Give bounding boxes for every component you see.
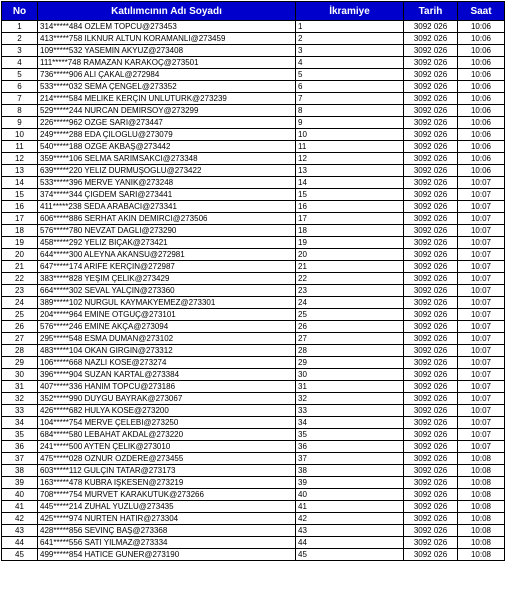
cell-name: 647*****174 ARIFE KERÇIN@272987	[38, 261, 296, 273]
cell-ikramiye: 20	[296, 249, 404, 261]
cell-tarih: 3092 026	[404, 21, 458, 33]
table-row	[2, 489, 505, 501]
table-row	[2, 465, 505, 477]
cell-tarih: 3092 026	[404, 249, 458, 261]
cell-tarih: 3092 026	[404, 321, 458, 333]
table-row	[2, 225, 505, 237]
table-row	[2, 477, 505, 489]
cell-ikramiye: 40	[296, 489, 404, 501]
cell-tarih: 3092 026	[404, 513, 458, 525]
table-row	[2, 69, 505, 81]
cell-no: 12	[2, 153, 38, 165]
header-row	[2, 2, 505, 21]
cell-name: 736*****906 ALI ÇAKAL@272984	[38, 69, 296, 81]
table-row	[2, 369, 505, 381]
cell-name: 499*****854 HATICE GUNER@273190	[38, 549, 296, 561]
table-row	[2, 321, 505, 333]
cell-saat: 10:06	[458, 69, 505, 81]
cell-tarih: 3092 026	[404, 381, 458, 393]
table-row	[2, 273, 505, 285]
cell-saat: 10:06	[458, 105, 505, 117]
cell-ikramiye: 24	[296, 297, 404, 309]
cell-tarih: 3092 026	[404, 129, 458, 141]
table-row	[2, 345, 505, 357]
cell-ikramiye: 44	[296, 537, 404, 549]
cell-tarih: 3092 026	[404, 453, 458, 465]
cell-no: 39	[2, 477, 38, 489]
cell-tarih: 3092 026	[404, 549, 458, 561]
cell-saat: 10:07	[458, 369, 505, 381]
cell-no: 2	[2, 33, 38, 45]
cell-name: 475*****028 OZNUR OZDERE@273455	[38, 453, 296, 465]
cell-no: 21	[2, 261, 38, 273]
cell-no: 44	[2, 537, 38, 549]
cell-saat: 10:07	[458, 189, 505, 201]
cell-no: 17	[2, 213, 38, 225]
cell-name: 606*****886 SERHAT AKIN DEMIRCI@273506	[38, 213, 296, 225]
cell-ikramiye: 39	[296, 477, 404, 489]
cell-name: 106*****668 NAZLI KOSE@273274	[38, 357, 296, 369]
cell-ikramiye: 25	[296, 309, 404, 321]
cell-no: 45	[2, 549, 38, 561]
cell-tarih: 3092 026	[404, 57, 458, 69]
cell-ikramiye: 1	[296, 21, 404, 33]
cell-tarih: 3092 026	[404, 297, 458, 309]
cell-saat: 10:08	[458, 525, 505, 537]
cell-name: 396*****904 SUZAN KARTAL@273384	[38, 369, 296, 381]
cell-name: 104*****754 MERVE ÇELEBI@273250	[38, 417, 296, 429]
cell-no: 26	[2, 321, 38, 333]
cell-no: 16	[2, 201, 38, 213]
cell-no: 10	[2, 129, 38, 141]
cell-name: 644*****300 ALEYNA AKANSU@272981	[38, 249, 296, 261]
header-name: Katılımcının Adı Soyadı	[38, 2, 296, 21]
table-row	[2, 309, 505, 321]
results-table	[1, 1, 505, 561]
cell-tarih: 3092 026	[404, 81, 458, 93]
cell-saat: 10:08	[458, 537, 505, 549]
cell-name: 383*****828 YEŞIM ÇELIK@273429	[38, 273, 296, 285]
cell-no: 14	[2, 177, 38, 189]
cell-tarih: 3092 026	[404, 165, 458, 177]
cell-name: 111*****748 RAMAZAN KARAKOÇ@273501	[38, 57, 296, 69]
cell-no: 40	[2, 489, 38, 501]
cell-saat: 10:08	[458, 465, 505, 477]
cell-no: 19	[2, 237, 38, 249]
cell-tarih: 3092 026	[404, 357, 458, 369]
cell-ikramiye: 33	[296, 405, 404, 417]
cell-name: 109*****532 YASEMIN AKYUZ@273408	[38, 45, 296, 57]
cell-saat: 10:07	[458, 273, 505, 285]
table-row	[2, 285, 505, 297]
cell-name: 576*****246 EMINE AKÇA@273094	[38, 321, 296, 333]
cell-no: 41	[2, 501, 38, 513]
table-row	[2, 525, 505, 537]
cell-saat: 10:07	[458, 333, 505, 345]
cell-name: 163*****478 KUBRA IŞKESEN@273219	[38, 477, 296, 489]
cell-no: 11	[2, 141, 38, 153]
cell-name: 708*****754 MURVET KARAKUTUK@273266	[38, 489, 296, 501]
cell-tarih: 3092 026	[404, 33, 458, 45]
cell-tarih: 3092 026	[404, 189, 458, 201]
cell-no: 3	[2, 45, 38, 57]
cell-saat: 10:07	[458, 249, 505, 261]
cell-no: 9	[2, 117, 38, 129]
cell-no: 18	[2, 225, 38, 237]
cell-ikramiye: 7	[296, 93, 404, 105]
cell-ikramiye: 17	[296, 213, 404, 225]
cell-saat: 10:07	[458, 429, 505, 441]
cell-no: 28	[2, 345, 38, 357]
cell-no: 29	[2, 357, 38, 369]
cell-tarih: 3092 026	[404, 225, 458, 237]
table-row	[2, 297, 505, 309]
cell-ikramiye: 19	[296, 237, 404, 249]
cell-no: 23	[2, 285, 38, 297]
cell-saat: 10:06	[458, 165, 505, 177]
table-row	[2, 429, 505, 441]
table-row	[2, 441, 505, 453]
cell-tarih: 3092 026	[404, 105, 458, 117]
cell-name: 249*****288 EDA ÇILOGLU@273079	[38, 129, 296, 141]
cell-ikramiye: 31	[296, 381, 404, 393]
cell-tarih: 3092 026	[404, 525, 458, 537]
cell-saat: 10:07	[458, 357, 505, 369]
cell-no: 43	[2, 525, 38, 537]
table-row	[2, 357, 505, 369]
cell-no: 5	[2, 69, 38, 81]
table-row	[2, 105, 505, 117]
cell-ikramiye: 3	[296, 45, 404, 57]
table-row	[2, 501, 505, 513]
table-row	[2, 213, 505, 225]
header-ikramiye: İkramiye	[296, 2, 404, 21]
cell-no: 38	[2, 465, 38, 477]
cell-tarih: 3092 026	[404, 309, 458, 321]
cell-ikramiye: 15	[296, 189, 404, 201]
table-row	[2, 117, 505, 129]
cell-tarih: 3092 026	[404, 501, 458, 513]
cell-ikramiye: 21	[296, 261, 404, 273]
cell-name: 529*****244 NURCAN DEMIRSOY@273299	[38, 105, 296, 117]
table-header	[2, 2, 505, 21]
cell-no: 7	[2, 93, 38, 105]
table-row	[2, 537, 505, 549]
cell-name: 684*****580 LEBAHAT AKDAL@273220	[38, 429, 296, 441]
cell-name: 413*****758 ILKNUR ALTUN KORAMANLI@273459	[38, 33, 296, 45]
cell-tarih: 3092 026	[404, 465, 458, 477]
cell-saat: 10:06	[458, 129, 505, 141]
cell-ikramiye: 10	[296, 129, 404, 141]
cell-tarih: 3092 026	[404, 273, 458, 285]
table-row	[2, 381, 505, 393]
cell-saat: 10:07	[458, 177, 505, 189]
table-row	[2, 57, 505, 69]
cell-tarih: 3092 026	[404, 213, 458, 225]
cell-ikramiye: 26	[296, 321, 404, 333]
cell-tarih: 3092 026	[404, 237, 458, 249]
cell-ikramiye: 14	[296, 177, 404, 189]
cell-saat: 10:07	[458, 405, 505, 417]
cell-tarih: 3092 026	[404, 417, 458, 429]
table-row	[2, 549, 505, 561]
cell-no: 8	[2, 105, 38, 117]
cell-no: 22	[2, 273, 38, 285]
table-row	[2, 261, 505, 273]
cell-no: 25	[2, 309, 38, 321]
cell-no: 20	[2, 249, 38, 261]
cell-saat: 10:08	[458, 549, 505, 561]
header-no: No	[2, 2, 38, 21]
cell-saat: 10:06	[458, 33, 505, 45]
cell-ikramiye: 32	[296, 393, 404, 405]
cell-saat: 10:06	[458, 21, 505, 33]
cell-saat: 10:07	[458, 201, 505, 213]
cell-ikramiye: 38	[296, 465, 404, 477]
cell-ikramiye: 27	[296, 333, 404, 345]
header-tarih: Tarih	[404, 2, 458, 21]
cell-ikramiye: 5	[296, 69, 404, 81]
cell-saat: 10:06	[458, 141, 505, 153]
cell-tarih: 3092 026	[404, 333, 458, 345]
cell-tarih: 3092 026	[404, 369, 458, 381]
table-row	[2, 405, 505, 417]
cell-tarih: 3092 026	[404, 153, 458, 165]
table-row	[2, 393, 505, 405]
cell-ikramiye: 37	[296, 453, 404, 465]
cell-tarih: 3092 026	[404, 489, 458, 501]
cell-saat: 10:07	[458, 225, 505, 237]
cell-name: 576*****780 NEVZAT DAGLI@273290	[38, 225, 296, 237]
table-row	[2, 417, 505, 429]
cell-name: 314*****484 OZLEM TOPCU@273453	[38, 21, 296, 33]
cell-name: 411*****238 SEDA ARABACI@273341	[38, 201, 296, 213]
cell-tarih: 3092 026	[404, 117, 458, 129]
cell-ikramiye: 34	[296, 417, 404, 429]
cell-name: 425*****974 NURTEN HATIR@273304	[38, 513, 296, 525]
cell-ikramiye: 6	[296, 81, 404, 93]
cell-saat: 10:08	[458, 501, 505, 513]
table-body	[2, 21, 505, 561]
cell-ikramiye: 23	[296, 285, 404, 297]
cell-tarih: 3092 026	[404, 141, 458, 153]
cell-no: 15	[2, 189, 38, 201]
cell-no: 1	[2, 21, 38, 33]
cell-ikramiye: 9	[296, 117, 404, 129]
cell-name: 458*****292 YELIZ BIÇAK@273421	[38, 237, 296, 249]
cell-no: 37	[2, 453, 38, 465]
cell-name: 426*****682 HULYA KOSE@273200	[38, 405, 296, 417]
cell-ikramiye: 22	[296, 273, 404, 285]
cell-ikramiye: 2	[296, 33, 404, 45]
cell-saat: 10:07	[458, 381, 505, 393]
cell-no: 34	[2, 417, 38, 429]
cell-ikramiye: 28	[296, 345, 404, 357]
cell-ikramiye: 41	[296, 501, 404, 513]
cell-tarih: 3092 026	[404, 261, 458, 273]
cell-name: 603*****112 GULÇIN TATAR@273173	[38, 465, 296, 477]
cell-tarih: 3092 026	[404, 69, 458, 81]
cell-name: 533*****032 SEMA ÇENGEL@273352	[38, 81, 296, 93]
cell-saat: 10:08	[458, 453, 505, 465]
cell-tarih: 3092 026	[404, 177, 458, 189]
cell-saat: 10:07	[458, 285, 505, 297]
cell-name: 352*****990 DUYGU BAYRAK@273067	[38, 393, 296, 405]
cell-no: 24	[2, 297, 38, 309]
table-row	[2, 453, 505, 465]
cell-ikramiye: 8	[296, 105, 404, 117]
cell-saat: 10:07	[458, 297, 505, 309]
cell-saat: 10:06	[458, 153, 505, 165]
cell-no: 33	[2, 405, 38, 417]
cell-ikramiye: 4	[296, 57, 404, 69]
cell-tarih: 3092 026	[404, 537, 458, 549]
cell-name: 639*****220 YELIZ DURMUŞOGLU@273422	[38, 165, 296, 177]
cell-no: 27	[2, 333, 38, 345]
cell-saat: 10:06	[458, 45, 505, 57]
cell-name: 641*****556 SATI YILMAZ@273334	[38, 537, 296, 549]
cell-name: 226*****962 OZGE SARI@273447	[38, 117, 296, 129]
table-row	[2, 93, 505, 105]
cell-saat: 10:07	[458, 441, 505, 453]
cell-name: 204*****964 EMINE OTGUÇ@273101	[38, 309, 296, 321]
cell-saat: 10:06	[458, 93, 505, 105]
table-row	[2, 45, 505, 57]
cell-saat: 10:06	[458, 117, 505, 129]
cell-saat: 10:07	[458, 261, 505, 273]
cell-saat: 10:07	[458, 321, 505, 333]
cell-tarih: 3092 026	[404, 441, 458, 453]
table-row	[2, 81, 505, 93]
cell-name: 389*****102 NURGUL KAYMAKYEMEZ@273301	[38, 297, 296, 309]
cell-tarih: 3092 026	[404, 201, 458, 213]
cell-saat: 10:07	[458, 393, 505, 405]
cell-no: 31	[2, 381, 38, 393]
table-row	[2, 189, 505, 201]
cell-ikramiye: 12	[296, 153, 404, 165]
cell-tarih: 3092 026	[404, 45, 458, 57]
cell-saat: 10:07	[458, 237, 505, 249]
cell-name: 214*****584 MELIKE KERÇIN UNLUTURK@273239	[38, 93, 296, 105]
cell-tarih: 3092 026	[404, 477, 458, 489]
cell-name: 445*****214 ZUHAL YUZLU@273435	[38, 501, 296, 513]
cell-no: 32	[2, 393, 38, 405]
cell-saat: 10:08	[458, 513, 505, 525]
cell-ikramiye: 36	[296, 441, 404, 453]
cell-tarih: 3092 026	[404, 429, 458, 441]
table-row	[2, 129, 505, 141]
cell-name: 241*****500 AYTEN ÇELIK@273010	[38, 441, 296, 453]
table-row	[2, 333, 505, 345]
table-row	[2, 237, 505, 249]
cell-name: 407*****336 HANIM TOPCU@273186	[38, 381, 296, 393]
cell-name: 540*****188 OZGE AKBAŞ@273442	[38, 141, 296, 153]
cell-no: 35	[2, 429, 38, 441]
table-row	[2, 201, 505, 213]
cell-saat: 10:07	[458, 213, 505, 225]
cell-tarih: 3092 026	[404, 285, 458, 297]
cell-ikramiye: 43	[296, 525, 404, 537]
cell-name: 483*****104 OKAN GIRGIN@273312	[38, 345, 296, 357]
cell-ikramiye: 30	[296, 369, 404, 381]
table-row	[2, 177, 505, 189]
cell-no: 36	[2, 441, 38, 453]
cell-ikramiye: 45	[296, 549, 404, 561]
table-row	[2, 153, 505, 165]
table-row	[2, 513, 505, 525]
cell-saat: 10:07	[458, 309, 505, 321]
cell-ikramiye: 13	[296, 165, 404, 177]
header-saat: Saat	[458, 2, 505, 21]
table-row	[2, 33, 505, 45]
cell-name: 295*****548 ESMA DUMAN@273102	[38, 333, 296, 345]
cell-tarih: 3092 026	[404, 393, 458, 405]
cell-ikramiye: 29	[296, 357, 404, 369]
cell-no: 42	[2, 513, 38, 525]
table-row	[2, 249, 505, 261]
cell-ikramiye: 35	[296, 429, 404, 441]
cell-name: 374*****344 ÇIGDEM SARI@273441	[38, 189, 296, 201]
cell-name: 359*****106 SELMA SARIMSAKCI@273348	[38, 153, 296, 165]
cell-ikramiye: 11	[296, 141, 404, 153]
cell-no: 30	[2, 369, 38, 381]
cell-ikramiye: 16	[296, 201, 404, 213]
table-row	[2, 141, 505, 153]
cell-saat: 10:07	[458, 417, 505, 429]
cell-tarih: 3092 026	[404, 405, 458, 417]
table-row	[2, 165, 505, 177]
cell-no: 13	[2, 165, 38, 177]
cell-name: 428*****856 SEVINÇ BAŞ@273368	[38, 525, 296, 537]
cell-tarih: 3092 026	[404, 345, 458, 357]
cell-ikramiye: 18	[296, 225, 404, 237]
cell-name: 533*****396 MERVE YANIK@273248	[38, 177, 296, 189]
cell-saat: 10:06	[458, 57, 505, 69]
cell-tarih: 3092 026	[404, 93, 458, 105]
cell-no: 4	[2, 57, 38, 69]
cell-no: 6	[2, 81, 38, 93]
cell-ikramiye: 42	[296, 513, 404, 525]
cell-name: 664*****302 SEVAL YALÇIN@273360	[38, 285, 296, 297]
cell-saat: 10:08	[458, 477, 505, 489]
cell-saat: 10:07	[458, 345, 505, 357]
cell-saat: 10:08	[458, 489, 505, 501]
cell-saat: 10:06	[458, 81, 505, 93]
table-row	[2, 21, 505, 33]
